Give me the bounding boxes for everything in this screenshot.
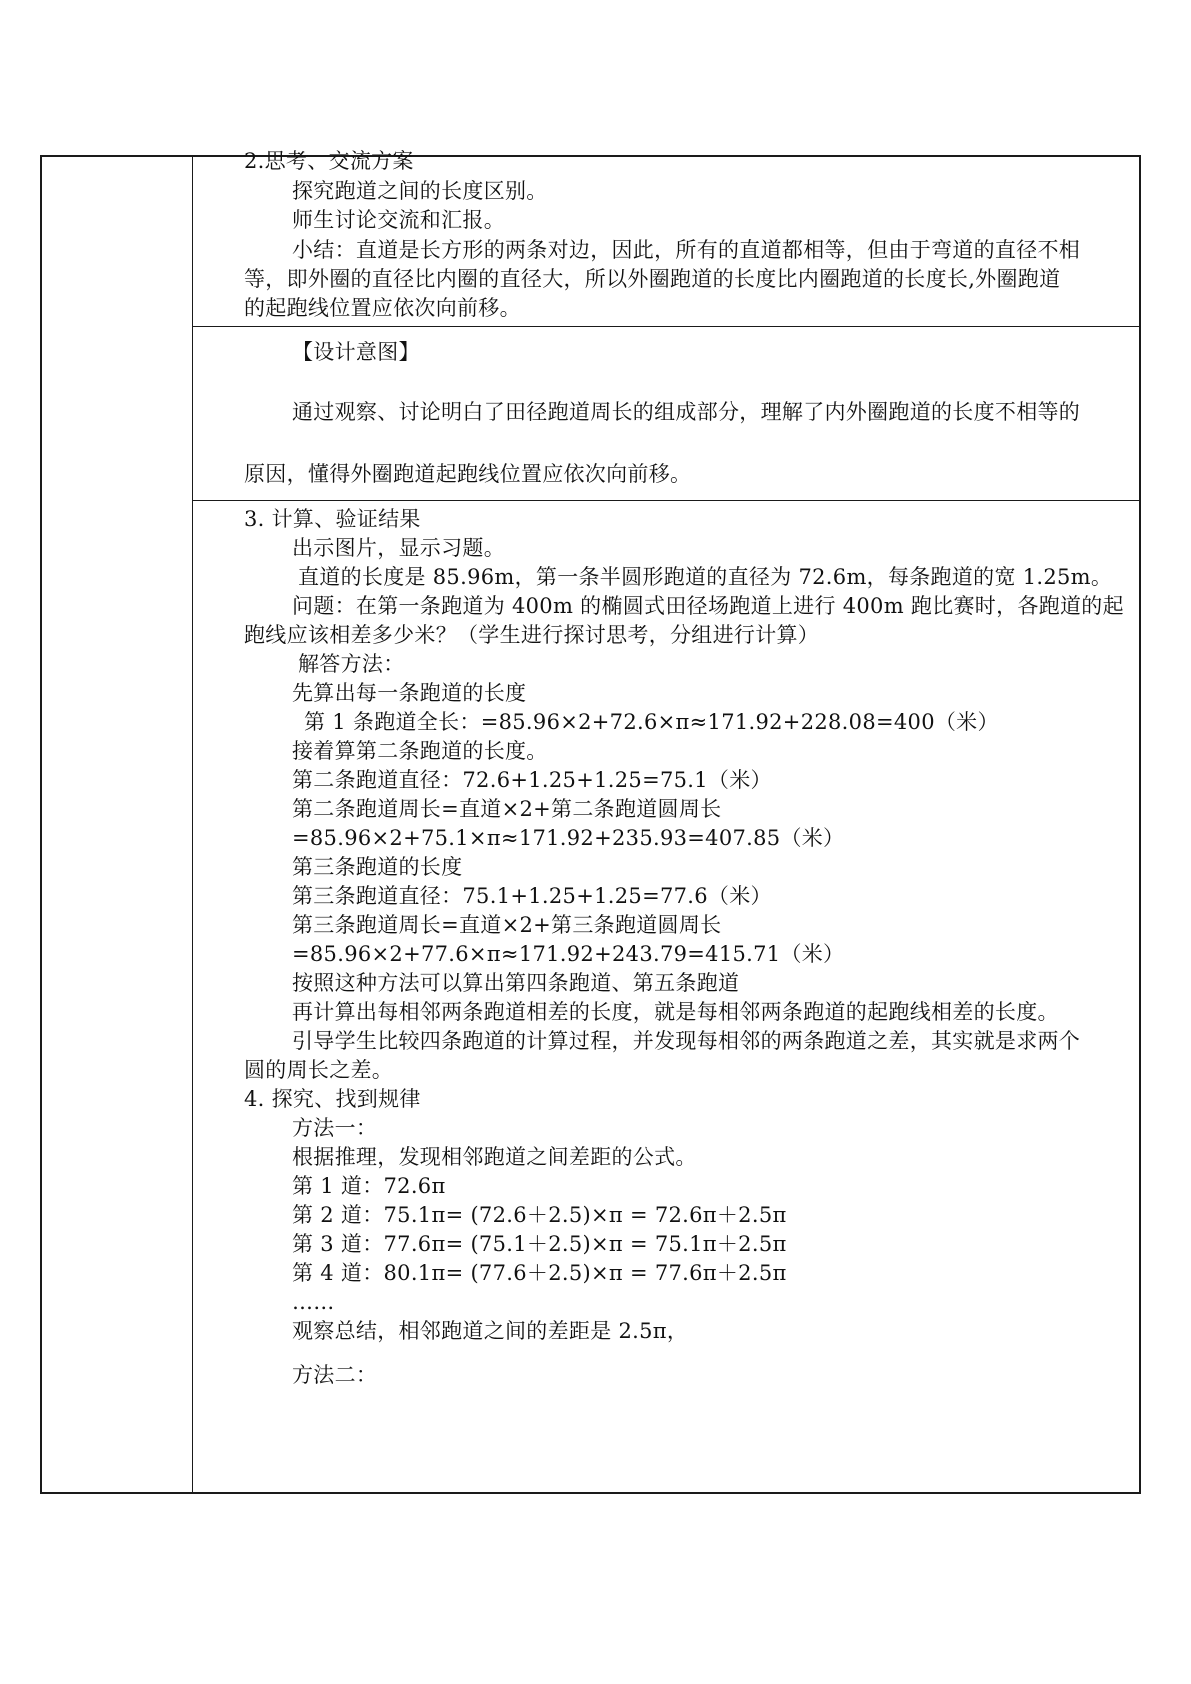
section3-heading: 3. 计算、验证结果 (244, 507, 421, 531)
section2-heading: 2.思考、交流方案 (244, 149, 414, 173)
section3-line: 出示图片，显示习题。 (292, 536, 505, 560)
section3-line: 第三条跑道周长=直道×2+第三条跑道圆周长 (292, 913, 722, 937)
section4-line: 第 2 道：75.1π= (72.6＋2.5)×π = 72.6π＋2.5π (292, 1203, 787, 1227)
table-content (42, 149, 1139, 1492)
section3-line: 第二条跑道直径：72.6+1.25+1.25=75.1（米） (292, 768, 772, 792)
section2-line: 师生讨论交流和汇报。 (292, 208, 505, 232)
section4-line: 第 4 道：80.1π= (77.6＋2.5)×π = 77.6π＋2.5π (292, 1261, 787, 1285)
design-heading: 【设计意图】 (292, 340, 420, 364)
section2-line: 小结：直道是长方形的两条对边，因此，所有的直道都相等，但由于弯道的直径不相 (292, 238, 1081, 262)
section3-line: =85.96×2+77.6×π≈171.92+243.79=415.71（米） (292, 942, 845, 966)
section3-line: 解答方法： (298, 652, 405, 676)
section3-line: 再计算出每相邻两条跑道相差的长度，就是每相邻两条跑道的起跑线相差的长度。 (292, 1000, 1059, 1024)
section3-line: 直道的长度是 85.96m，第一条半圆形跑道的直径为 72.6m，每条跑道的宽 1.25m。 (298, 565, 1113, 589)
row-separator (193, 326, 1139, 327)
section4-line: 第 1 道：72.6π (292, 1174, 446, 1198)
section4-line: 观察总结，相邻跑道之间的差距是 2.5π， (292, 1319, 689, 1343)
section4-method2: 方法二： (292, 1363, 378, 1387)
section2-line: 等，即外圈的直径比内圈的直径大，所以外圈跑道的长度比内圈跑道的长度长,外圈跑道 (244, 267, 1061, 291)
section3-line: 第二条跑道周长=直道×2+第二条跑道圆周长 (292, 797, 722, 821)
section3-line: 问题：在第一条跑道为 400m 的椭圆式田径场跑道上进行 400m 跑比赛时，各跑道的起 (292, 594, 1124, 618)
section3-line: 引导学生比较四条跑道的计算过程，并发现每相邻的两条跑道之差，其实就是求两个 (292, 1029, 1081, 1053)
section3-line: 跑线应该相差多少米？（学生进行探讨思考，分组进行计算） (244, 623, 820, 647)
section3-line: 先算出每一条跑道的长度 (292, 681, 527, 705)
section3-line: 圆的周长之差。 (244, 1058, 394, 1082)
design-text: 通过观察、讨论明白了田径跑道周长的组成部分，理解了内外圈跑道的长度不相等的 (292, 400, 1081, 424)
section3-line: 按照这种方法可以算出第四条跑道、第五条跑道 (292, 971, 740, 995)
design-text: 原因，懂得外圈跑道起跑线位置应依次向前移。 (244, 462, 692, 486)
section4-heading: 4. 探究、找到规律 (244, 1087, 421, 1111)
section3-line: 接着算第二条跑道的长度。 (292, 739, 548, 763)
section2-line: 探究跑道之间的长度区别。 (292, 179, 548, 203)
section4-line: 方法一： (292, 1116, 378, 1140)
lesson-table (40, 149, 1141, 1494)
section3-line: 第三条跑道直径：75.1+1.25+1.25=77.6（米） (292, 884, 772, 908)
row-separator (193, 500, 1139, 501)
section3-line: 第 1 条跑道全长：=85.96×2+72.6×π≈171.92+228.08=400（米） (304, 710, 999, 734)
section4-line: 根据推理，发现相邻跑道之间差距的公式。 (292, 1145, 697, 1169)
section2-line: 的起跑线位置应依次向前移。 (244, 296, 521, 320)
section3-line: =85.96×2+75.1×π≈171.92+235.93=407.85（米） (292, 826, 845, 850)
section4-line: 第 3 道：77.6π= (75.1＋2.5)×π = 75.1π＋2.5π (292, 1232, 787, 1256)
section3-line: 第三条跑道的长度 (292, 855, 463, 879)
section4-line: …… (292, 1290, 335, 1314)
